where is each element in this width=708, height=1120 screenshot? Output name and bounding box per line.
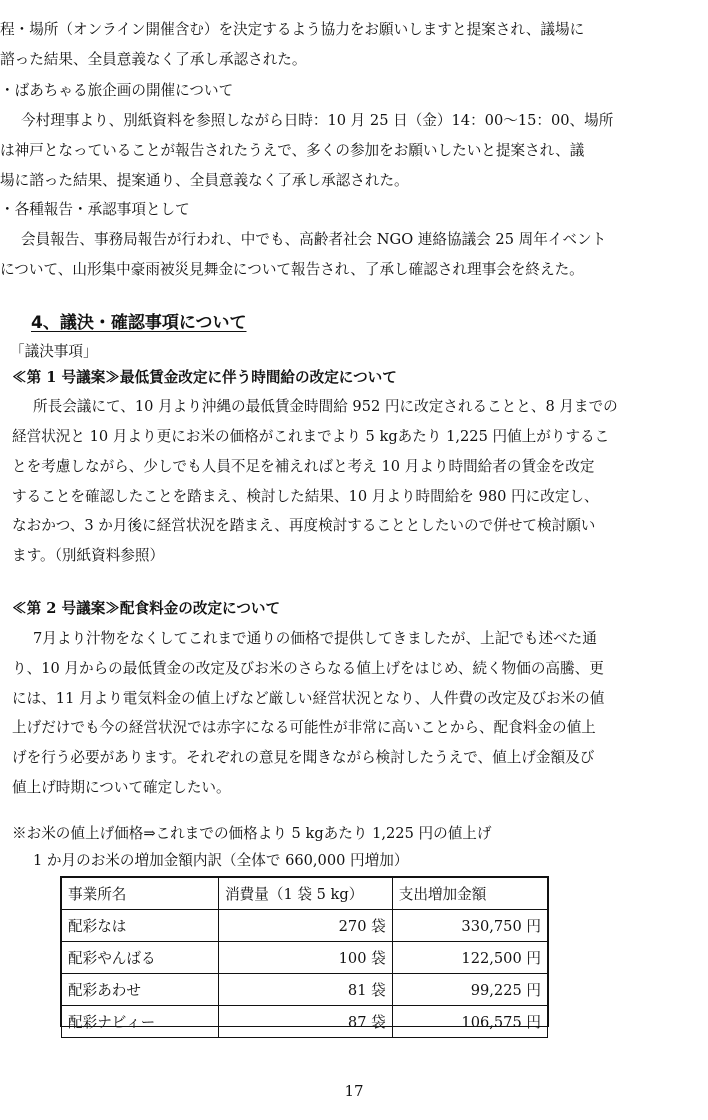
rice-note-line-2: 1 か月のお米の増加金額内訳（全体で 660,000 円増加） bbox=[33, 852, 409, 869]
proposal1-line-1: 所長会議にて、10 月より沖縄の最低賃金時間給 952 円に改定されることと、8 月までの bbox=[33, 398, 618, 415]
table-header-office: 事業所名 bbox=[62, 878, 219, 910]
proposal2-line-5: げを行う必要があります。それぞれの意見を聞きながら検討したうえで、値上げ金額及び bbox=[12, 749, 595, 766]
reports-title: ・各種報告・承認事項として bbox=[0, 201, 190, 218]
table-cell-increase: 106,575 円 bbox=[392, 1006, 547, 1038]
section-subheading: 「議決事項」 bbox=[10, 343, 98, 360]
proposal2-line-4: 上げだけでも今の経営状況では赤字になる可能性が非常に高いことから、配食料金の値上 bbox=[12, 719, 596, 736]
table-cell-increase: 99,225 円 bbox=[392, 974, 547, 1006]
intro-line-2: 諮った結果、全員意義なく了承し承認された。 bbox=[0, 51, 307, 68]
trip-line-3: 場に諮った結果、提案通り、全員意義なく了承し承認された。 bbox=[0, 172, 409, 189]
proposal1-title: ≪第 1 号議案≫最低賃金改定に伴う時間給の改定について bbox=[12, 369, 397, 386]
reports-line-2: について、山形集中豪雨被災見舞金について報告され、了承し確認され理事会を終えた。 bbox=[0, 261, 584, 278]
table-cell-increase: 122,500 円 bbox=[392, 942, 547, 974]
proposal1-line-4: することを確認したことを踏まえ、検討した結果、10 月より時間給を 980 円に改定し、 bbox=[12, 488, 599, 505]
trip-title: ・ばあちゃる旅企画の開催について bbox=[0, 82, 234, 99]
proposal2-line-1: 7月より汁物をなくしてこれまで通りの価格で提供してきましたが、上記でも述べた通 bbox=[33, 630, 597, 647]
rice-note-line-1: ※お米の値上げ価格⇒これまでの価格より 5 kgあたり 1,225 円の値上げ bbox=[12, 825, 492, 842]
proposal2-line-6: 値上げ時期について確定したい。 bbox=[12, 779, 231, 796]
table-cell-increase: 330,750 円 bbox=[392, 910, 547, 942]
proposal2-line-3: には、11 月より電気料金の値上げなど厳しい経営状況となり、人件費の改定及びお米の値 bbox=[12, 690, 605, 707]
table-cell-consumption: 81 袋 bbox=[219, 974, 393, 1006]
table-cell-consumption: 270 袋 bbox=[219, 910, 393, 942]
proposal1-line-2: 経営状況と 10 月より更にお米の価格がこれまでより 5 kgあたり 1,225 円値上がりするこ bbox=[12, 428, 610, 445]
proposal1-line-5: なおかつ、3 か月後に経営状況を踏まえ、再度検討することとしたいので併せて検討願い bbox=[12, 517, 596, 534]
table-row bbox=[62, 942, 548, 974]
proposal1-line-6: ます。（別紙資料参照） bbox=[12, 547, 165, 564]
section-heading: 4、議決・確認事項について bbox=[31, 313, 247, 333]
table-cell-office: 配彩あわせ bbox=[62, 974, 219, 1006]
table-cell-consumption: 100 袋 bbox=[219, 942, 393, 974]
proposal2-line-2: り、10 月からの最低賃金の改定及びお米のさらなる値上げをはじめ、続く物価の高騰、更 bbox=[12, 660, 604, 677]
trip-line-1: 今村理事より、別紙資料を参照しながら日時：10 月 25 日（金）14：00〜15：00、場所 bbox=[21, 112, 614, 129]
intro-line-1: 程・場所（オンライン開催含む）を決定するよう協力をお願いしますと提案され、議場に bbox=[0, 21, 585, 38]
table-cell-office: 配彩ナビィー bbox=[62, 1006, 219, 1038]
table-row bbox=[62, 1006, 548, 1038]
table-row bbox=[62, 974, 548, 1006]
proposal1-line-3: とを考慮しながら、少しでも人員不足を補えればと考え 10 月より時間給者の賃金を改定 bbox=[12, 458, 595, 475]
table-row bbox=[62, 910, 548, 942]
reports-line-1: 会員報告、事務局報告が行われ、中でも、高齢者社会 NGO 連絡協議会 25 周年イベント bbox=[21, 231, 607, 248]
page-number: 17 bbox=[344, 1082, 364, 1100]
table-header-increase: 支出増加金額 bbox=[392, 878, 547, 910]
table-cell-office: 配彩なは bbox=[62, 910, 219, 942]
table-header-consumption: 消費量（1 袋 5 kg） bbox=[219, 878, 393, 910]
table-cell-consumption: 87 袋 bbox=[219, 1006, 393, 1038]
table-cell-office: 配彩やんばる bbox=[62, 942, 219, 974]
proposal2-title: ≪第 2 号議案≫配食料金の改定について bbox=[12, 600, 281, 617]
rice-cost-table bbox=[61, 877, 548, 1038]
trip-line-2: は神戸となっていることが報告されたうえで、多くの参加をお願いしたいと提案され、議 bbox=[0, 142, 585, 159]
table-header-row bbox=[62, 878, 548, 910]
